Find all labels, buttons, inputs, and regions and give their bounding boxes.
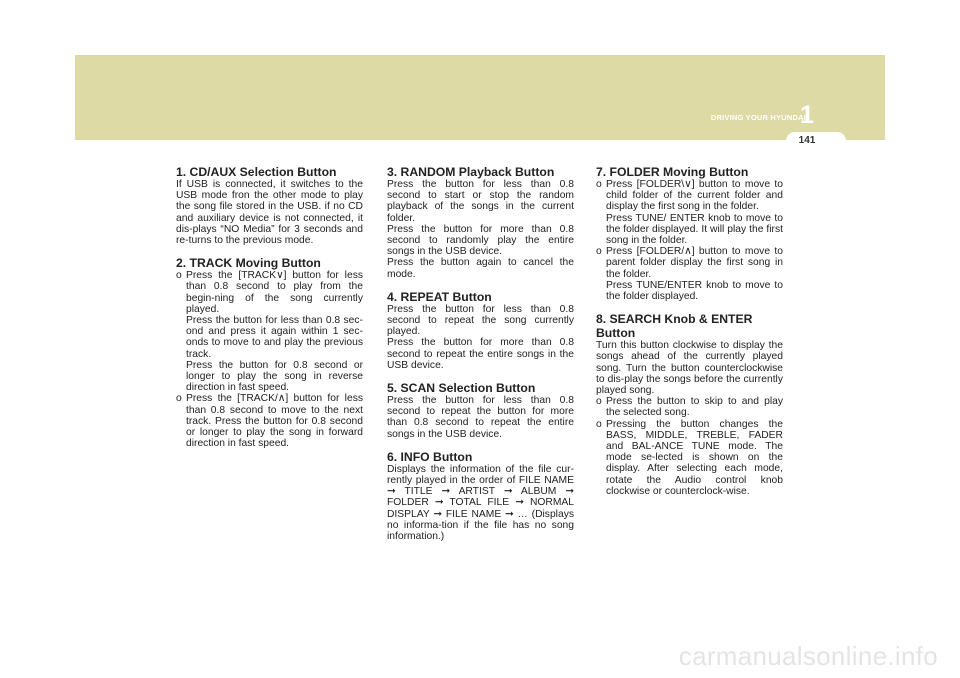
list-item (176, 393, 363, 449)
section-title: DRIVING YOUR HYUNDAI (710, 113, 806, 122)
bullet-marker: o (596, 179, 602, 190)
page-number: 141 (798, 135, 816, 146)
text-cd-aux: If USB is connected, it switches to the USB mode fron the other mode to play the song file stored in the USB. if no CD and auxiliary device is not connected, it dis-plays “NO Media” for 3 seconds and re-turns to the previous mode. (176, 179, 363, 247)
section-track (176, 256, 363, 449)
heading-search: 8. SEARCH Knob & ENTER Button (596, 312, 753, 341)
heading-info: 6. INFO Button (387, 449, 473, 464)
paragraph: Press the button for more than 0.8 second to repeat the entire songs in the USB device. (387, 337, 574, 371)
section-scan (387, 381, 574, 440)
bullet-marker: o (596, 246, 602, 258)
column-3 (596, 165, 783, 507)
section-random (387, 165, 574, 280)
bullet-marker: o (176, 393, 182, 405)
paragraph: Press the button for less than 0.8 second to repeat the button for more than 0.8 second to repeat the entire songs in the USB device. (387, 395, 574, 440)
bullet-text: Press [FOLDER/∧] button to move to parent folder display the first song in the folder. (606, 246, 783, 280)
bullet-continuation: Press TUNE/ENTER knob to move to the folder displayed. (606, 279, 783, 303)
paragraph: Displays the information of the file cur-rently played in the order of FILE NAME ➞ TITLE ➞ ARTIST ➞ ALBUM ➞ FOLDER ➞ TOTAL FILE ➞ NORMAL DISPLAY ➞ FILE NAME ➞ … (Displays no informa-tion if the file has no song information.) (387, 463, 574, 543)
bullet-continuation: Press TUNE/ ENTER knob to move to the folder displayed. It will play the first song in the folder. (606, 212, 783, 247)
column-2 (387, 165, 574, 552)
bullet-marker: o (176, 270, 182, 282)
bullet-text: Press the [TRACK/∧] button for less than 0.8 second to move to the next track. Press the button for 0.8 second or longer to play the song in forward direction in fast speed. (186, 393, 363, 450)
list-item (596, 419, 783, 497)
section-folder (596, 165, 783, 302)
section-search (596, 312, 783, 497)
paragraph: Press the button for more than 0.8 second to randomly play the entire songs in the USB device. (387, 223, 574, 258)
section-cd-aux (176, 165, 363, 246)
bullet-text: Press [FOLDER\∨] button to move to child folder of the current folder and display the first song in the folder. (606, 179, 783, 213)
heading-track: 2. TRACK Moving Button (176, 256, 321, 271)
list-item (596, 396, 783, 418)
heading-cd-aux: 1. CD/AUX Selection Button (176, 165, 337, 179)
watermark: carmanualsonline.info (678, 641, 938, 671)
bullet-text: Press the [TRACK∨] button for less than 0.8 second to play from the begin-ning of the song currently played. (186, 270, 363, 315)
heading-scan: 5. SCAN Selection Button (387, 381, 536, 396)
heading-repeat: 4. REPEAT Button (387, 289, 492, 304)
section-info (387, 450, 574, 542)
paragraph: Press the button for less than 0.8 second to start or stop the random playback of the songs in the current folder. (387, 179, 574, 224)
bullet-continuation: Press the button for less than 0.8 sec-ond and press it again within 1 sec-onds to move to and play the previous track. (186, 315, 363, 360)
list-item (596, 246, 783, 280)
chapter-number: 1 (800, 101, 814, 129)
paragraph: Press the button for less than 0.8 second to repeat the song currently played. (387, 303, 574, 338)
bullet-continuation: Press the button for 0.8 second or longer to play the song in reverse direction in fast speed. (186, 359, 363, 394)
heading-folder: 7. FOLDER Moving Button (596, 165, 749, 179)
list-item (596, 179, 783, 213)
bullet-text: Press the button to skip to and play the selected song. (606, 396, 783, 419)
section-repeat (387, 290, 574, 371)
bullet-text: Pressing the button changes the BASS, MIDDLE, TREBLE, FADER and BAL-ANCE TUNE mode. The mode se-lected is shown on the display. After selecting each mode, rotate the Audio control knob clockwise or counterclock-wise. (606, 418, 783, 497)
bullet-marker: o (596, 418, 602, 430)
paragraph: Turn this button clockwise to display the songs ahead of the currently played song. Turn the button counterclockwise to dis-play the songs before the currently played song. (596, 340, 783, 397)
column-1 (176, 165, 363, 459)
header-band (75, 55, 885, 140)
bullet-marker: o (596, 396, 602, 408)
paragraph: Press the button again to cancel the mode. (387, 257, 574, 280)
list-item (176, 270, 363, 315)
heading-random: 3. RANDOM Playback Button (387, 165, 555, 179)
